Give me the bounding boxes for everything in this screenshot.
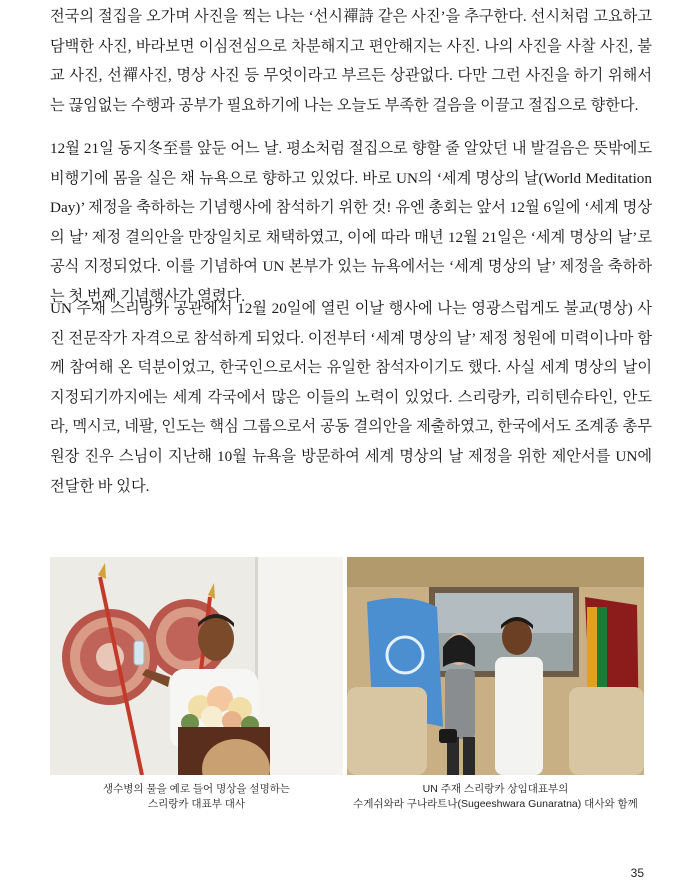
photo-with-ambassador — [347, 557, 644, 775]
caption-right-line-1: UN 주재 스리랑카 상임대표부의 — [422, 783, 569, 795]
caption-left-line-1: 생수병의 물을 예로 들어 명상을 설명하는 — [102, 783, 291, 795]
photo-ambassador-speaking — [50, 557, 343, 775]
caption-right-line-2: 수게쉬와라 구나라트나(Sugeeshwara Gunaratna) 대사와 함께 — [353, 798, 638, 810]
photo-ambassador-speaking-image — [50, 557, 343, 775]
caption-left — [50, 782, 343, 812]
body-paragraph-attendance: UN 주재 스리랑카 공관에서 12월 20일에 열린 이날 행사에 나는 영광스럽게도 불교(명상) 사진 전문작가 자격으로 참석하게 되었다. 이전부터 ‘세계 명상의 날’ 제정 청원에 미력이나마 함께 참여해 온 덕분이었고, 한국인으로서는 유일한 참석자이기도 했다. 사실 세계 명상의 날이 지정되기까지에는 세계 각국에서 많은 이들의 노력이 있었다. 스리랑카, 리히텐슈타인, 안도라, 멕시코, 네팔, 인도는 핵심 그룹으로서 공동 결의안을 제출하였고, 한국에서도 조계종 총무원장 진우 스님이 지난해 10월 뉴욕을 방문하여 세계 명상의 날 제정을 위한 제안서를 UN에 전달한 바 있다. — [50, 300, 652, 495]
intro-paragraph: 전국의 절집을 오가며 사진을 찍는 나는 ‘선시禪詩 같은 사진’을 추구한다. 선시처럼 고요하고 담백한 사진, 바라보면 이심전심으로 차분해지고 편안해지는 사진. 나의 사진을 사찰 사진, 불교 사진, 선禪사진, 명상 사진 등 무엇이라고 부르든 상관없다. 다만 그런 사진을 하기 위해서는 끊임없는 수행과 공부가 필요하기에 나는 오늘도 부족한 걸음을 이끌고 절집으로 향한다. — [50, 8, 652, 114]
photo-with-ambassador-image — [347, 557, 644, 775]
caption-right — [347, 782, 644, 812]
page-number: 35 — [630, 866, 644, 880]
caption-left-line-2: 스리랑카 대표부 대사 — [147, 798, 246, 810]
body-paragraph-event: 12월 21일 동지冬至를 앞둔 어느 날. 평소처럼 절집으로 향할 줄 알았던 내 발걸음은 뜻밖에도 비행기에 몸을 실은 채 뉴욕으로 향하고 있었다. 바로 UN의 ‘세계 명상의 날(World Meditation Day)’ 제정을 축하하는 기념행사에 참석하기 위한 것! 유엔 총회는 앞서 12월 6일에 ‘세계 명상의 날’ 제정 결의안을 만장일치로 채택하였고, 이에 따라 매년 12월 21일은 ‘세계 명상의 날’로 공식 지정되었다. 이를 기념하여 UN 본부가 있는 뉴욕에서는 ‘세계 명상의 날’ 제정을 축하하는 첫 번째 기념행사가 열렸다. — [50, 140, 652, 305]
